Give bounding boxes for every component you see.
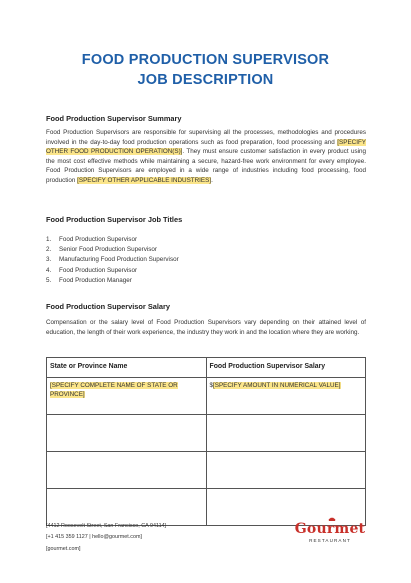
footer-phone-email: [+1 415 359 1127 | hello@gourmet.com] xyxy=(46,534,142,541)
chef-hat-icon xyxy=(328,517,336,522)
table-cell xyxy=(206,415,366,452)
footer-website: [gourmet.com] xyxy=(46,545,81,552)
table-row xyxy=(47,415,366,452)
table-header-salary: Food Production Supervisor Salary xyxy=(206,358,366,378)
summary-highlight-2: [SPECIFY OTHER APPLICABLE INDUSTRIES] xyxy=(77,176,212,184)
table-header-state: State or Province Name xyxy=(47,358,207,378)
logo-subtitle: RESTAURANT xyxy=(309,538,351,543)
job-titles-heading: Food Production Supervisor Job Titles xyxy=(46,215,183,224)
document-subtitle: JOB DESCRIPTION xyxy=(137,72,274,88)
summary-text-3: . xyxy=(211,176,213,184)
document-title: FOOD PRODUCTION SUPERVISOR xyxy=(81,52,330,68)
table-cell xyxy=(47,378,207,415)
table-cell xyxy=(47,415,207,452)
table-cell xyxy=(47,452,207,489)
currency-symbol: $ xyxy=(209,382,214,389)
company-logo xyxy=(292,521,368,543)
summary-highlight-1: [SPECIFY OTHER FOOD PRODUCTION OPERATION(S)] xyxy=(46,138,366,156)
table-row xyxy=(47,489,366,526)
table-cell xyxy=(206,489,366,526)
salary-paragraph: Compensation or the salary level of Food Production Supervisors vary depending on their attained level of education, the length of their work experience, the industry they work in and the location where they are working. xyxy=(46,319,366,336)
table-row xyxy=(47,452,366,489)
salary-table xyxy=(46,357,366,526)
list-item: 2. Senior Food Production Supervisor xyxy=(46,246,158,254)
table-row xyxy=(47,378,366,415)
amount-placeholder: [SPECIFY AMOUNT IN NUMERICAL VALUE] xyxy=(213,382,341,389)
table-cell xyxy=(206,452,366,489)
list-item: 1. Food Production Supervisor xyxy=(46,236,138,243)
summary-paragraph xyxy=(46,128,366,186)
salary-heading: Food Production Supervisor Salary xyxy=(46,302,171,311)
state-placeholder: [SPECIFY COMPLETE NAME OF STATE OR PROVINCE] xyxy=(50,382,178,398)
table-header-row xyxy=(47,358,366,378)
list-item: 4. Food Production Supervisor xyxy=(46,266,138,274)
table-cell xyxy=(47,489,207,526)
logo-name: Gourmet xyxy=(294,521,366,537)
footer-contact xyxy=(46,521,166,555)
list-item: 3. Manufacturing Food Production Supervisor xyxy=(46,256,179,264)
table-cell xyxy=(206,378,366,415)
summary-text-2: . They must ensure customer satisfaction in every product using the most cost effective methods while maintaining a secure, hazard-free work environment for every employee. Food Production Supervisors are employed in a wide range of industries including food processing, food production xyxy=(46,148,366,184)
list-item: 5. Food Production Manager xyxy=(46,276,132,284)
job-titles-list xyxy=(46,235,179,286)
summary-heading: Food Production Supervisor Summary xyxy=(46,114,182,123)
footer-address: [4412 Roosevelt Street, San Francisco, CA 94114] xyxy=(46,523,167,529)
summary-text-1: Food Production Supervisors are responsible for supervising all the processes, methodologies and procedures involved in the day-to-day food production operations such as food preparation, food processing and xyxy=(46,129,366,146)
